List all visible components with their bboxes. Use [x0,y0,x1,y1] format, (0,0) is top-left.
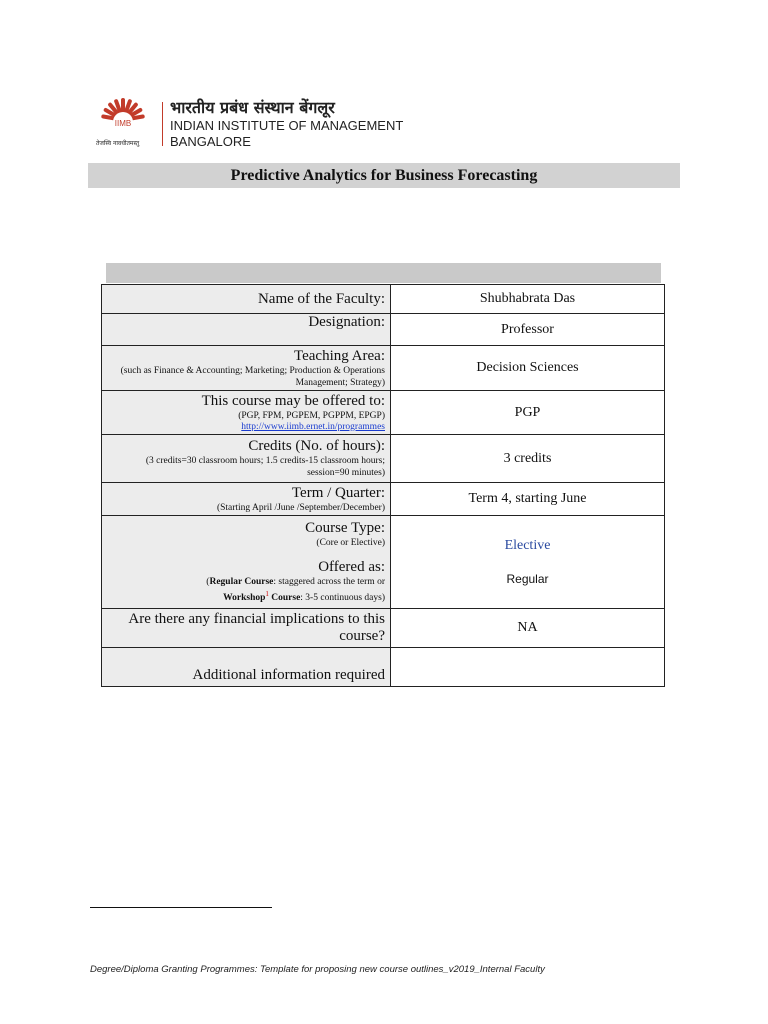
credits-note: (3 credits=30 classroom hours; 1.5 credits-15 classroom hours; session=90 minutes) [145,456,385,478]
institute-name-line2: BANGALORE [170,134,251,149]
credits-label: Credits (No. of hours): [248,438,385,454]
table-row [102,609,665,648]
faculty-label: Name of the Faculty: [257,290,385,307]
offered-to-value: PGP [391,391,665,435]
table-row [102,435,665,483]
term-label: Term / Quarter: [291,484,385,501]
programmes-link[interactable]: http://www.iimb.ernet.in/programmes [241,421,385,432]
offered-as-label: Offered as: [318,558,385,575]
footnote-marker[interactable]: 1 [265,589,269,598]
course-type-value: Elective [504,538,551,553]
table-row [102,391,665,435]
institute-name-line1: INDIAN INSTITUTE OF MANAGEMENT [170,118,404,133]
table-row [102,483,665,516]
term-note: (Starting April /June /September/December) [216,502,385,513]
table-header-bar [106,263,661,283]
course-title: Predictive Analytics for Business Forecasting [230,167,538,184]
table-row [102,314,665,346]
course-type-note: (Core or Elective) [316,537,385,548]
logo-divider [162,102,163,146]
designation-value: Professor [391,314,665,346]
table-row [102,285,665,314]
teaching-area-label: Teaching Area: [294,347,385,364]
table-row [102,346,665,391]
term-value: Term 4, starting June [391,483,665,516]
logo-text: IIMB [114,119,132,128]
additional-info-value[interactable] [391,648,665,687]
offered-as-note-line2: Workshop$^1$ Course: 3-5 continuous days) [223,589,385,604]
offered-to-label: This course may be offered to: [201,392,385,409]
footnote-rule [90,907,272,908]
teaching-area-value: Decision Sciences [391,346,665,391]
faculty-value: Shubhabrata Das [391,285,665,314]
regular-course-term: Regular Course [209,576,274,587]
additional-info-label: Additional information required [192,667,385,683]
course-info-table [101,284,665,687]
financial-value: NA [391,609,665,648]
offered-as-note-line1: (Regular Course: staggered across the term or [206,576,385,587]
teaching-area-note: (such as Finance & Accounting; Marketing; Production & Operations Management; Strategy) [120,365,385,388]
logo-motto: तेजस्वि नावधीतमस्तु [96,140,140,147]
course-title-bar [88,163,680,188]
credits-value: 3 credits [391,435,665,483]
institute-name-hindi: भारतीय प्रबंध संस्थान बेंगलूर [170,98,335,117]
course-type-label: Course Type: [305,519,385,536]
table-row [102,516,665,609]
page-footer: Degree/Diploma Granting Programmes: Template for proposing new course outlines_v2019_Internal Faculty [90,964,545,975]
workshop-term: Workshop [223,593,266,604]
table-row [102,648,665,687]
offered-to-note: (PGP, FPM, PGPEM, PGPPM, EPGP) [238,410,385,421]
offered-as-value: Regular [506,572,549,586]
financial-label: Are there any financial implications to this course? [128,611,385,644]
designation-label: Designation: [308,314,385,330]
